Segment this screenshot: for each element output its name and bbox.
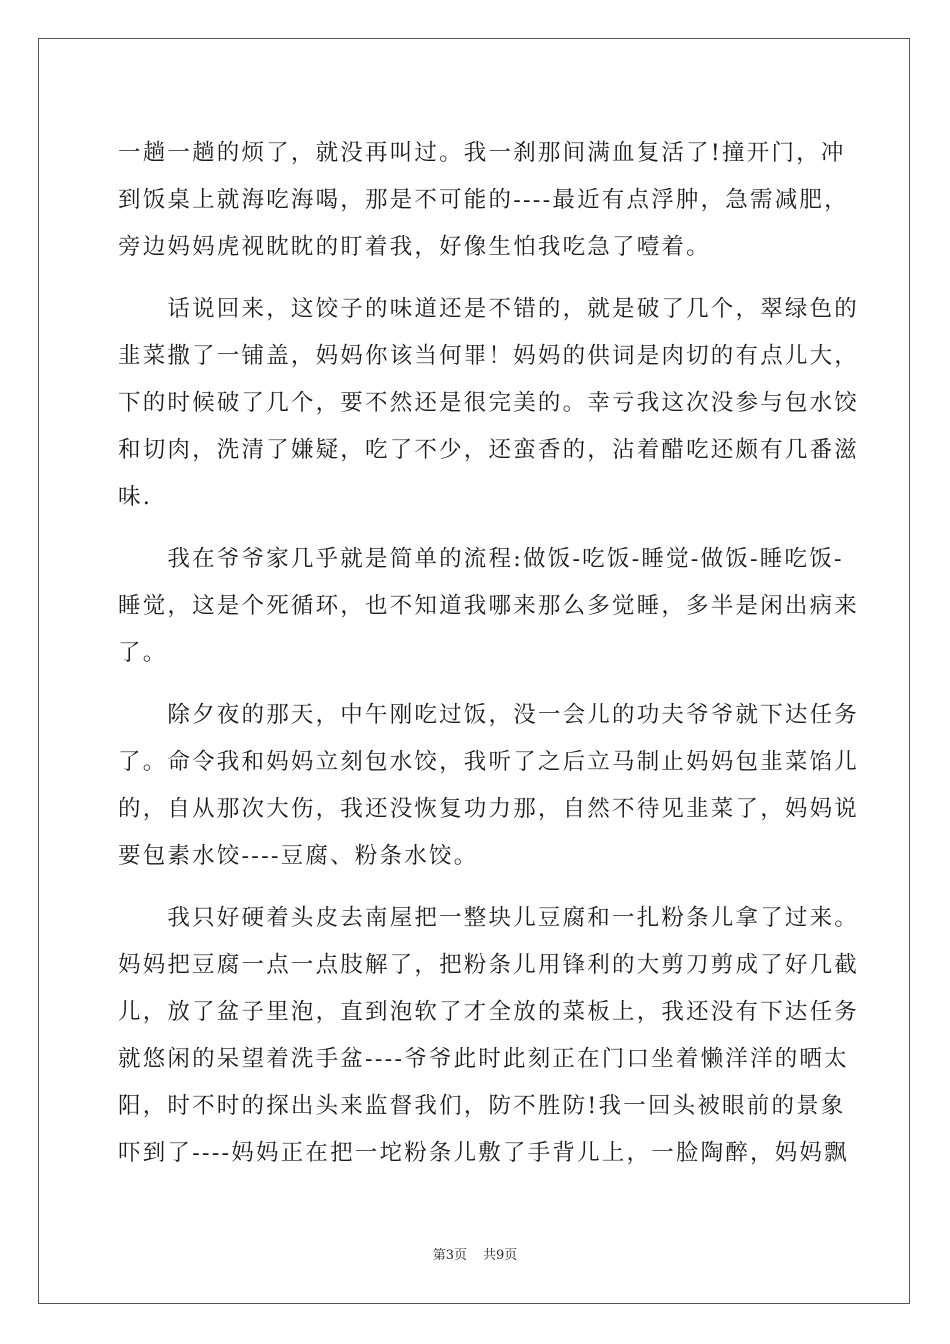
text-line: 一趟一趟的烦了，就没再叫过。我一刹那间满血复活了!撞开门，冲 — [118, 140, 846, 166]
text-line: 韭菜撒了一铺盖，妈妈你该当何罪！妈妈的供词是肉切的有点儿大， — [118, 343, 860, 369]
text-line: 了。命令我和妈妈立刻包水饺，我听了之后立马制止妈妈包韭菜馅儿 — [118, 749, 860, 775]
text-line: 要包素水饺----豆腐、粉条水饺。 — [118, 843, 479, 869]
text-line: 就悠闲的呆望着洗手盆----爷爷此时此刻正在门口坐着懒洋洋的晒太 — [118, 1046, 849, 1072]
text-line: 吓到了----妈妈正在把一坨粉条儿敷了手背儿上，一脸陶醉，妈妈飘 — [118, 1140, 849, 1166]
text-line: 到饭桌上就海吃海喝，那是不可能的----最近有点浮肿，急需减肥， — [118, 187, 849, 213]
page-number: 第3页 — [432, 1248, 467, 1263]
text-line: 妈妈把豆腐一点一点肢解了，把粉条儿用锋利的大剪刀剪成了好几截 — [118, 952, 860, 978]
text-line: 阳，时不时的探出头来监督我们，防不胜防!我一回头被眼前的景象 — [118, 1093, 846, 1119]
text-line: 的，自从那次大伤，我还没恢复功力那，自然不待见韭菜了，妈妈说 — [118, 796, 860, 822]
page-footer — [0, 1244, 950, 1263]
document-body — [118, 130, 860, 1177]
text-line: 睡觉，这是个死循环，也不知道我哪来那么多觉睡，多半是闲出病来 — [118, 593, 860, 619]
text-line: 味. — [118, 484, 153, 510]
paragraph — [118, 692, 860, 880]
paragraph — [118, 536, 860, 677]
text-line: 我在爷爷家几乎就是简单的流程:做饭-吃饭-睡觉-做饭-睡吃饭- — [118, 546, 844, 572]
text-line: 儿，放了盆子里泡，直到泡软了才全放的菜板上，我还没有下达任务 — [118, 999, 860, 1025]
page-total: 共9页 — [483, 1248, 518, 1263]
paragraph — [118, 286, 860, 521]
text-line: 和切肉，洗清了嫌疑，吃了不少，还蛮香的，沾着醋吃还颇有几番滋 — [118, 437, 860, 463]
paragraph — [118, 895, 860, 1177]
text-line: 了。 — [118, 640, 168, 666]
paragraph — [118, 130, 849, 271]
text-line: 我只好硬着头皮去南屋把一整块儿豆腐和一扎粉条儿拿了过来。 — [118, 905, 860, 931]
text-line: 话说回来，这饺子的味道还是不错的，就是破了几个，翠绿色的 — [118, 296, 860, 322]
text-line: 除夕夜的那天，中午刚吃过饭，没一会儿的功夫爷爷就下达任务 — [118, 702, 860, 728]
text-line: 下的时候破了几个，要不然还是很完美的。幸亏我这次没参与包水饺 — [118, 390, 860, 416]
text-line: 旁边妈妈虎视眈眈的盯着我，好像生怕我吃急了噎着。 — [118, 234, 711, 260]
